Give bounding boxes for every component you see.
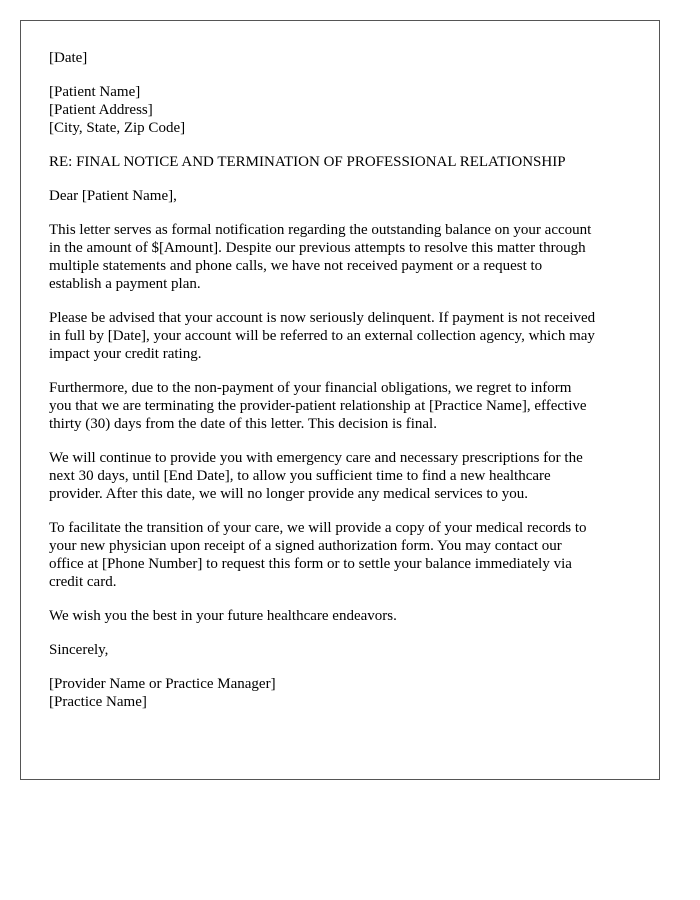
body-paragraph-2 [49,309,639,363]
recipient-name: [Patient Name] [49,84,141,100]
letter-date-block [49,49,639,67]
subject-line: RE: FINAL NOTICE AND TERMINATION OF PROFESSIONAL RELATIONSHIP [49,154,566,170]
body-paragraph-6 [49,607,639,625]
paragraph-line: impact your credit rating. [49,346,202,362]
paragraph-line: We will continue to provide you with emergency care and necessary prescriptions for the [49,450,583,466]
letter-date: [Date] [49,50,88,66]
body-paragraph-3 [49,379,639,433]
letter-page [20,20,660,780]
paragraph-line: To facilitate the transition of your care, we will provide a copy of your medical records to [49,520,587,536]
paragraph-line: your new physician upon receipt of a signed authorization form. You may contact our [49,538,562,554]
recipient-address: [Patient Address] [49,102,153,118]
paragraph-line: This letter serves as formal notification regarding the outstanding balance on your account [49,222,592,238]
subject-line-block [49,153,639,171]
paragraph-line: credit card. [49,574,117,590]
body-paragraph-1 [49,221,639,293]
salutation-block [49,187,639,205]
body-paragraph-4 [49,449,639,503]
paragraph-line: Please be advised that your account is now seriously delinquent. If payment is not received [49,310,596,326]
paragraph-line: establish a payment plan. [49,276,201,292]
recipient-address-block [49,83,639,137]
paragraph-line: thirty (30) days from the date of this letter. This decision is final. [49,416,437,432]
paragraph-line: office at [Phone Number] to request this form or to settle your balance immediately via [49,556,572,572]
paragraph-line: multiple statements and phone calls, we have not received payment or a request to [49,258,543,274]
closing: Sincerely, [49,642,109,658]
recipient-city-state-zip: [City, State, Zip Code] [49,120,186,136]
salutation: Dear [Patient Name], [49,188,177,204]
signature-name: [Provider Name or Practice Manager] [49,676,276,692]
letter-body [49,49,639,727]
paragraph-line: provider. After this date, we will no longer provide any medical services to you. [49,486,529,502]
body-paragraph-5 [49,519,639,591]
signature-practice: [Practice Name] [49,694,147,710]
paragraph-line: in the amount of $[Amount]. Despite our previous attempts to resolve this matter through [49,240,586,256]
paragraph-line: you that we are terminating the provider-patient relationship at [Practice Name], effective [49,398,587,414]
paragraph-line: next 30 days, until [End Date], to allow you sufficient time to find a new healthcare [49,468,551,484]
closing-block [49,641,639,659]
paragraph-line: We wish you the best in your future healthcare endeavors. [49,608,397,624]
paragraph-line: in full by [Date], your account will be referred to an external collection agency, which may [49,328,595,344]
paragraph-line: Furthermore, due to the non-payment of your financial obligations, we regret to inform [49,380,572,396]
signature-block [49,675,639,711]
